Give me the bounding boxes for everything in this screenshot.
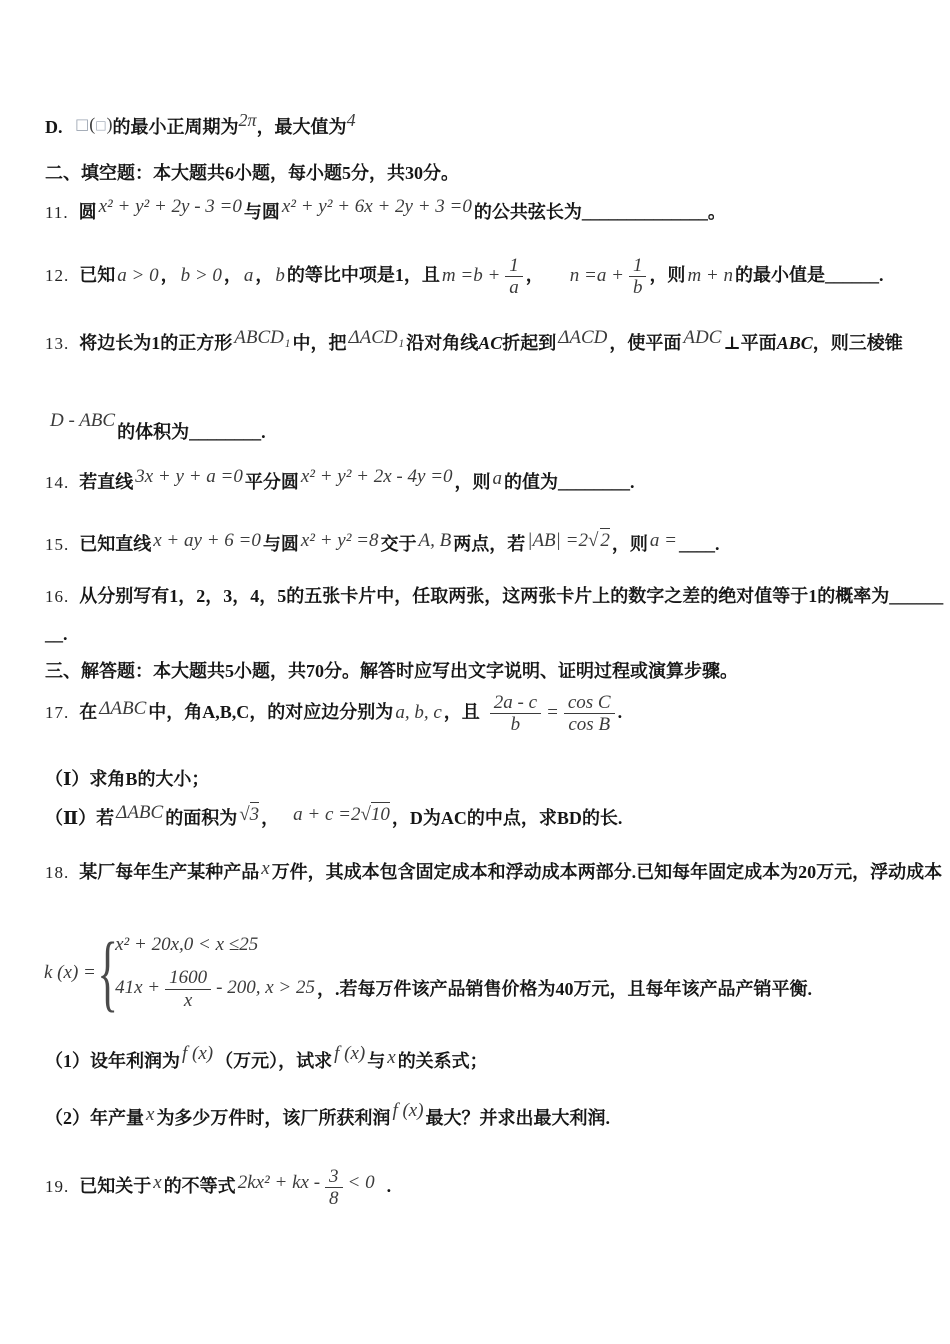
q17ii-radicand-3: 3 (249, 804, 260, 825)
q14-text-1: 若直线 (79, 472, 134, 492)
q12-text-2: 的等比中项是1，且 (286, 264, 440, 285)
q18-text-1: 某厂每年生产某种产品 (79, 862, 260, 882)
q17ii-text-1: （Ⅱ）若 (45, 808, 115, 828)
q12-formula-mn: m + n (687, 264, 733, 286)
q12-var-b: b (275, 264, 285, 286)
q14-text-3: ，则 (454, 472, 491, 492)
q15-formula-chord: |AB| =2√ (527, 530, 599, 551)
paren-close: ) (106, 114, 113, 134)
q17-equals: = (546, 701, 559, 723)
q17ii-text-5: 的中点，求 (466, 808, 557, 828)
q18k-trailing (317, 975, 812, 1001)
q13-formula-triangle2: ΔACD (558, 327, 608, 348)
q18k-function-label: k (x) = (44, 961, 96, 983)
q15-points-ab: A, B (418, 530, 452, 551)
q16b-text-1: . (63, 624, 68, 644)
q14-text-5: . (630, 472, 635, 492)
q12-formula-m: m =b + (441, 264, 501, 286)
q18k-case2-suffix: - 200, x > 25 (216, 976, 315, 998)
q17-frac2-numerator: cos C (567, 692, 611, 713)
q12-frac2-denominator: b (629, 276, 647, 298)
q17ii-formula-sum: a + c =2√ (293, 804, 371, 825)
q13-text-6: ⊥平面 (723, 333, 777, 353)
q18a-fx-2: f (x) (334, 1043, 366, 1064)
q18k-case2-prefix: 41x + (115, 976, 161, 998)
q13b-text-2: . (261, 422, 266, 442)
question-18 (45, 858, 942, 884)
q17ii-formula-triangle: ΔABC (116, 802, 164, 823)
q12-text-4: 的最小值是 (734, 264, 825, 285)
q17-text-5: . (617, 701, 623, 722)
q11-text-4: 。 (707, 202, 726, 222)
q11-number: 11. (45, 203, 69, 222)
q13b-answer-blank: ________ (189, 422, 262, 442)
q15-text-3: 交于 (380, 534, 417, 554)
q16-number: 16. (45, 587, 70, 606)
q12-comma-1: ， (160, 264, 179, 285)
q17ii-text-4: 为 (422, 808, 441, 828)
question-18-cost-function (42, 924, 812, 1020)
q12-formula-a: a > 0 (117, 264, 159, 286)
q13-text-3: 沿对角线 (406, 333, 479, 353)
q17ii-text-2: 的面积为 (165, 808, 238, 828)
missing-glyph-box: □ (75, 115, 90, 133)
q13-number: 13. (45, 334, 70, 353)
q15-number: 15. (45, 535, 70, 554)
q18k-case-1: x² + 20x,0 < x ≤25 (115, 934, 259, 956)
q12-text-3: ，则 (649, 264, 686, 285)
q17ii-segment-ac: AC (440, 808, 467, 828)
q13-formula-plane-adc: ADC (683, 327, 722, 348)
q12-fraction-1-over-a (505, 255, 523, 299)
q17-number: 17. (45, 702, 70, 722)
section-3-heading-text: 三、解答题：本大题共5小题，共70分。解答时应写出文字说明、证明过程或演算步骤。 (45, 661, 738, 681)
question-13 (45, 327, 903, 355)
q12-text-5: . (878, 264, 884, 285)
q18-var-x: x (261, 858, 270, 879)
q14-formula-circle: x² + y² + 2x - 4y =0 (300, 466, 453, 487)
q15-radicand: 2 (600, 530, 610, 551)
q11-formula-circle1: x² + y² + 2y - 3 =0 (98, 196, 242, 217)
q12-frac1-denominator: a (505, 276, 523, 298)
question-18-sub2 (45, 1100, 610, 1130)
q13-text-2: 中，把 (292, 333, 347, 353)
q18k-cases (113, 934, 317, 1011)
question-12 (45, 255, 883, 299)
q16-answer-blank: ______ (889, 586, 944, 606)
q18a-text-3: 与 (367, 1051, 386, 1071)
q17-formula-triangle: ΔABC (99, 697, 147, 719)
q18b-text-3: 最大？并求出最大利润. (425, 1108, 611, 1128)
q13-label-abc: ABC (776, 333, 813, 353)
q18b-text-2: 为多少万件时，该厂所获利润 (156, 1108, 391, 1128)
q11-text-1: 圆 (78, 202, 97, 222)
q17-sides-abc: a, b, c (395, 701, 442, 723)
q13-formula-triangle1: ΔACD₁ (348, 327, 405, 348)
q19-formula-poly: 2kx² + kx - (237, 1171, 321, 1193)
q17ii-comma-1: ， (261, 808, 280, 828)
q12-frac1-numerator: 1 (509, 255, 519, 276)
q19-fraction-3-over-8 (325, 1166, 343, 1210)
option-d-label: D. (45, 117, 63, 137)
q18a-var-x: x (387, 1047, 396, 1068)
question-17 (45, 692, 622, 736)
q18k-fraction-1600-over-x (165, 967, 211, 1011)
question-13-continuation (48, 410, 266, 444)
q12-comma-3: ， (255, 264, 274, 285)
q13b-text-1: 的体积为 (117, 422, 190, 442)
q14-text-4: 的值为 (504, 472, 559, 492)
q12-comma-2: ， (223, 264, 242, 285)
q16b-answer-blank: __ (45, 624, 63, 644)
option-d-text-1: 的最小正周期为 (112, 117, 239, 137)
q15-text-5: ，则 (611, 534, 648, 554)
q12-var-a: a (243, 264, 254, 286)
q19-text-2: 的不等式 (163, 1175, 236, 1196)
q17i-text-1: （Ⅰ）求角 (45, 769, 126, 789)
q13-label-ac: AC (478, 333, 503, 353)
q18k-frac-numerator: 1600 (169, 967, 208, 989)
q13-formula-square: ABCD₁ (234, 327, 291, 348)
q18-text-2: 万件，其成本包含固定成本和浮动成本两部分.已知每年固定成本为20万元，浮动成本 (271, 862, 943, 882)
q14-answer-blank: ________ (558, 472, 631, 492)
q15-text-2: 与圆 (262, 534, 299, 554)
q15-text-4: 两点，若 (453, 534, 526, 554)
q13-text-7: ，则三棱锥 (812, 333, 903, 353)
q18k-case-2 (113, 967, 317, 1011)
q12-formula-b: b > 0 (180, 264, 222, 286)
q11-answer-blank: ______________ (581, 202, 708, 222)
q17ii-point-d: D (409, 808, 423, 828)
question-14 (45, 466, 635, 494)
q14-formula-line: 3x + y + a =0 (135, 466, 243, 487)
q15-formula-a-eq: a = (649, 530, 677, 551)
q19-number: 19. (45, 1176, 70, 1196)
q15-answer-blank: ____ (678, 534, 715, 554)
q15-formula-line: x + ay + 6 =0 (153, 530, 261, 551)
left-brace: { (97, 924, 118, 1020)
q12-answer-blank: ______ (824, 264, 879, 285)
q12-text-1: 已知 (79, 264, 116, 285)
q17-fraction-right (564, 692, 615, 736)
option-d-period-value: 2π (238, 110, 257, 130)
paren-open: ( (89, 114, 96, 134)
q19-text-3: . (386, 1175, 392, 1196)
q12-number: 12. (45, 265, 70, 285)
q14-number: 14. (45, 473, 70, 492)
section-3-heading (45, 657, 738, 683)
q19-frac-denominator: 8 (325, 1187, 343, 1209)
q18b-fx: f (x) (392, 1100, 424, 1121)
q17-frac2-denominator: cos B (564, 713, 615, 735)
q17-text-2: 中，角 (148, 701, 203, 722)
question-16 (45, 582, 943, 608)
q17-frac1-denominator: b (490, 713, 541, 735)
q18a-text-4: 的关系式； (397, 1051, 488, 1071)
q14-var-a: a (492, 468, 503, 489)
q17-text-4: ，且 (443, 701, 480, 722)
q13-text-1: 将边长为1的正方形 (79, 333, 233, 353)
q18a-fx-1: f (x) (182, 1043, 214, 1064)
question-11 (45, 196, 726, 224)
q12-frac2-numerator: 1 (632, 255, 643, 276)
question-17-part1 (45, 765, 209, 791)
q18a-text-1: （1）设年利润为 (45, 1051, 180, 1071)
q15-text-6: . (714, 534, 720, 554)
q17-fraction-left (490, 692, 541, 736)
section-2-heading-text: 二、填空题：本大题共6小题，每小题5分，共30分。 (45, 163, 459, 183)
q18k-comma: ， (316, 978, 335, 999)
q13-text-5: ，使平面 (609, 333, 682, 353)
option-d-text-2: ，最大值为 (256, 117, 347, 137)
question-17-part2 (45, 802, 622, 830)
q17-text-3: ，的对应边分别为 (249, 701, 394, 722)
question-15 (45, 530, 719, 556)
q19-var-x: x (153, 1171, 162, 1193)
q13b-formula-tetra: D - ABC (50, 410, 116, 431)
q17ii-sqrt-sign: √ (239, 804, 250, 825)
q14-text-2: 平分圆 (244, 472, 299, 492)
q17i-text-2: 的大小； (137, 769, 210, 789)
q11-text-3: 的公共弦长为 (473, 202, 582, 222)
q19-text-1: 已知关于 (79, 1175, 152, 1196)
q18k-text-1: .若每万件该产品销售价格为40万元，且每年该产品产销平衡. (334, 978, 812, 999)
q18k-frac-denominator: x (165, 989, 211, 1011)
q11-formula-circle2: x² + y² + 6x + 2y + 3 =0 (281, 196, 472, 217)
q15-text-1: 已知直线 (79, 534, 152, 554)
q18a-text-2: （万元），试求 (215, 1051, 333, 1071)
option-d-line (45, 110, 356, 139)
option-d-max-value: 4 (346, 110, 356, 130)
q17ii-segment-bd: BD (556, 808, 582, 828)
q19-frac-numerator: 3 (329, 1166, 339, 1187)
q17i-angle-b: B (125, 769, 138, 789)
q17ii-radicand-10: 10 (370, 804, 390, 825)
q13-text-4: 折起到 (502, 333, 557, 353)
q17ii-text-3: ， (391, 808, 410, 828)
q17ii-text-6: 的长. (581, 808, 623, 828)
q17-angles-abc: A,B,C (202, 701, 250, 722)
q17-frac1-numerator: 2a - c (493, 692, 538, 713)
q18b-text-1: （2）年产量 (45, 1108, 144, 1128)
q15-formula-circle: x² + y² =8 (300, 530, 379, 551)
missing-glyph-box: □ (95, 118, 107, 132)
question-18-sub1 (45, 1043, 488, 1073)
q18-number: 18. (45, 863, 70, 882)
q11-text-2: 与圆 (243, 202, 280, 222)
q17-text-1: 在 (79, 701, 98, 722)
q12-formula-n: n =a + (569, 264, 624, 286)
q12-fraction-1-over-b (629, 255, 647, 299)
question-16-continuation (45, 624, 68, 645)
q19-formula-lt0: < 0 (347, 1171, 375, 1193)
q18b-var-x: x (146, 1104, 155, 1125)
q16-text-1: 从分别写有1，2，3，4，5的五张卡片中，任取两张，这两张卡片上的数字之差的绝对值等于1的概率为 (79, 586, 890, 606)
section-2-heading (45, 159, 459, 185)
question-19 (45, 1166, 391, 1210)
q12-comma-4: ， (525, 264, 544, 285)
